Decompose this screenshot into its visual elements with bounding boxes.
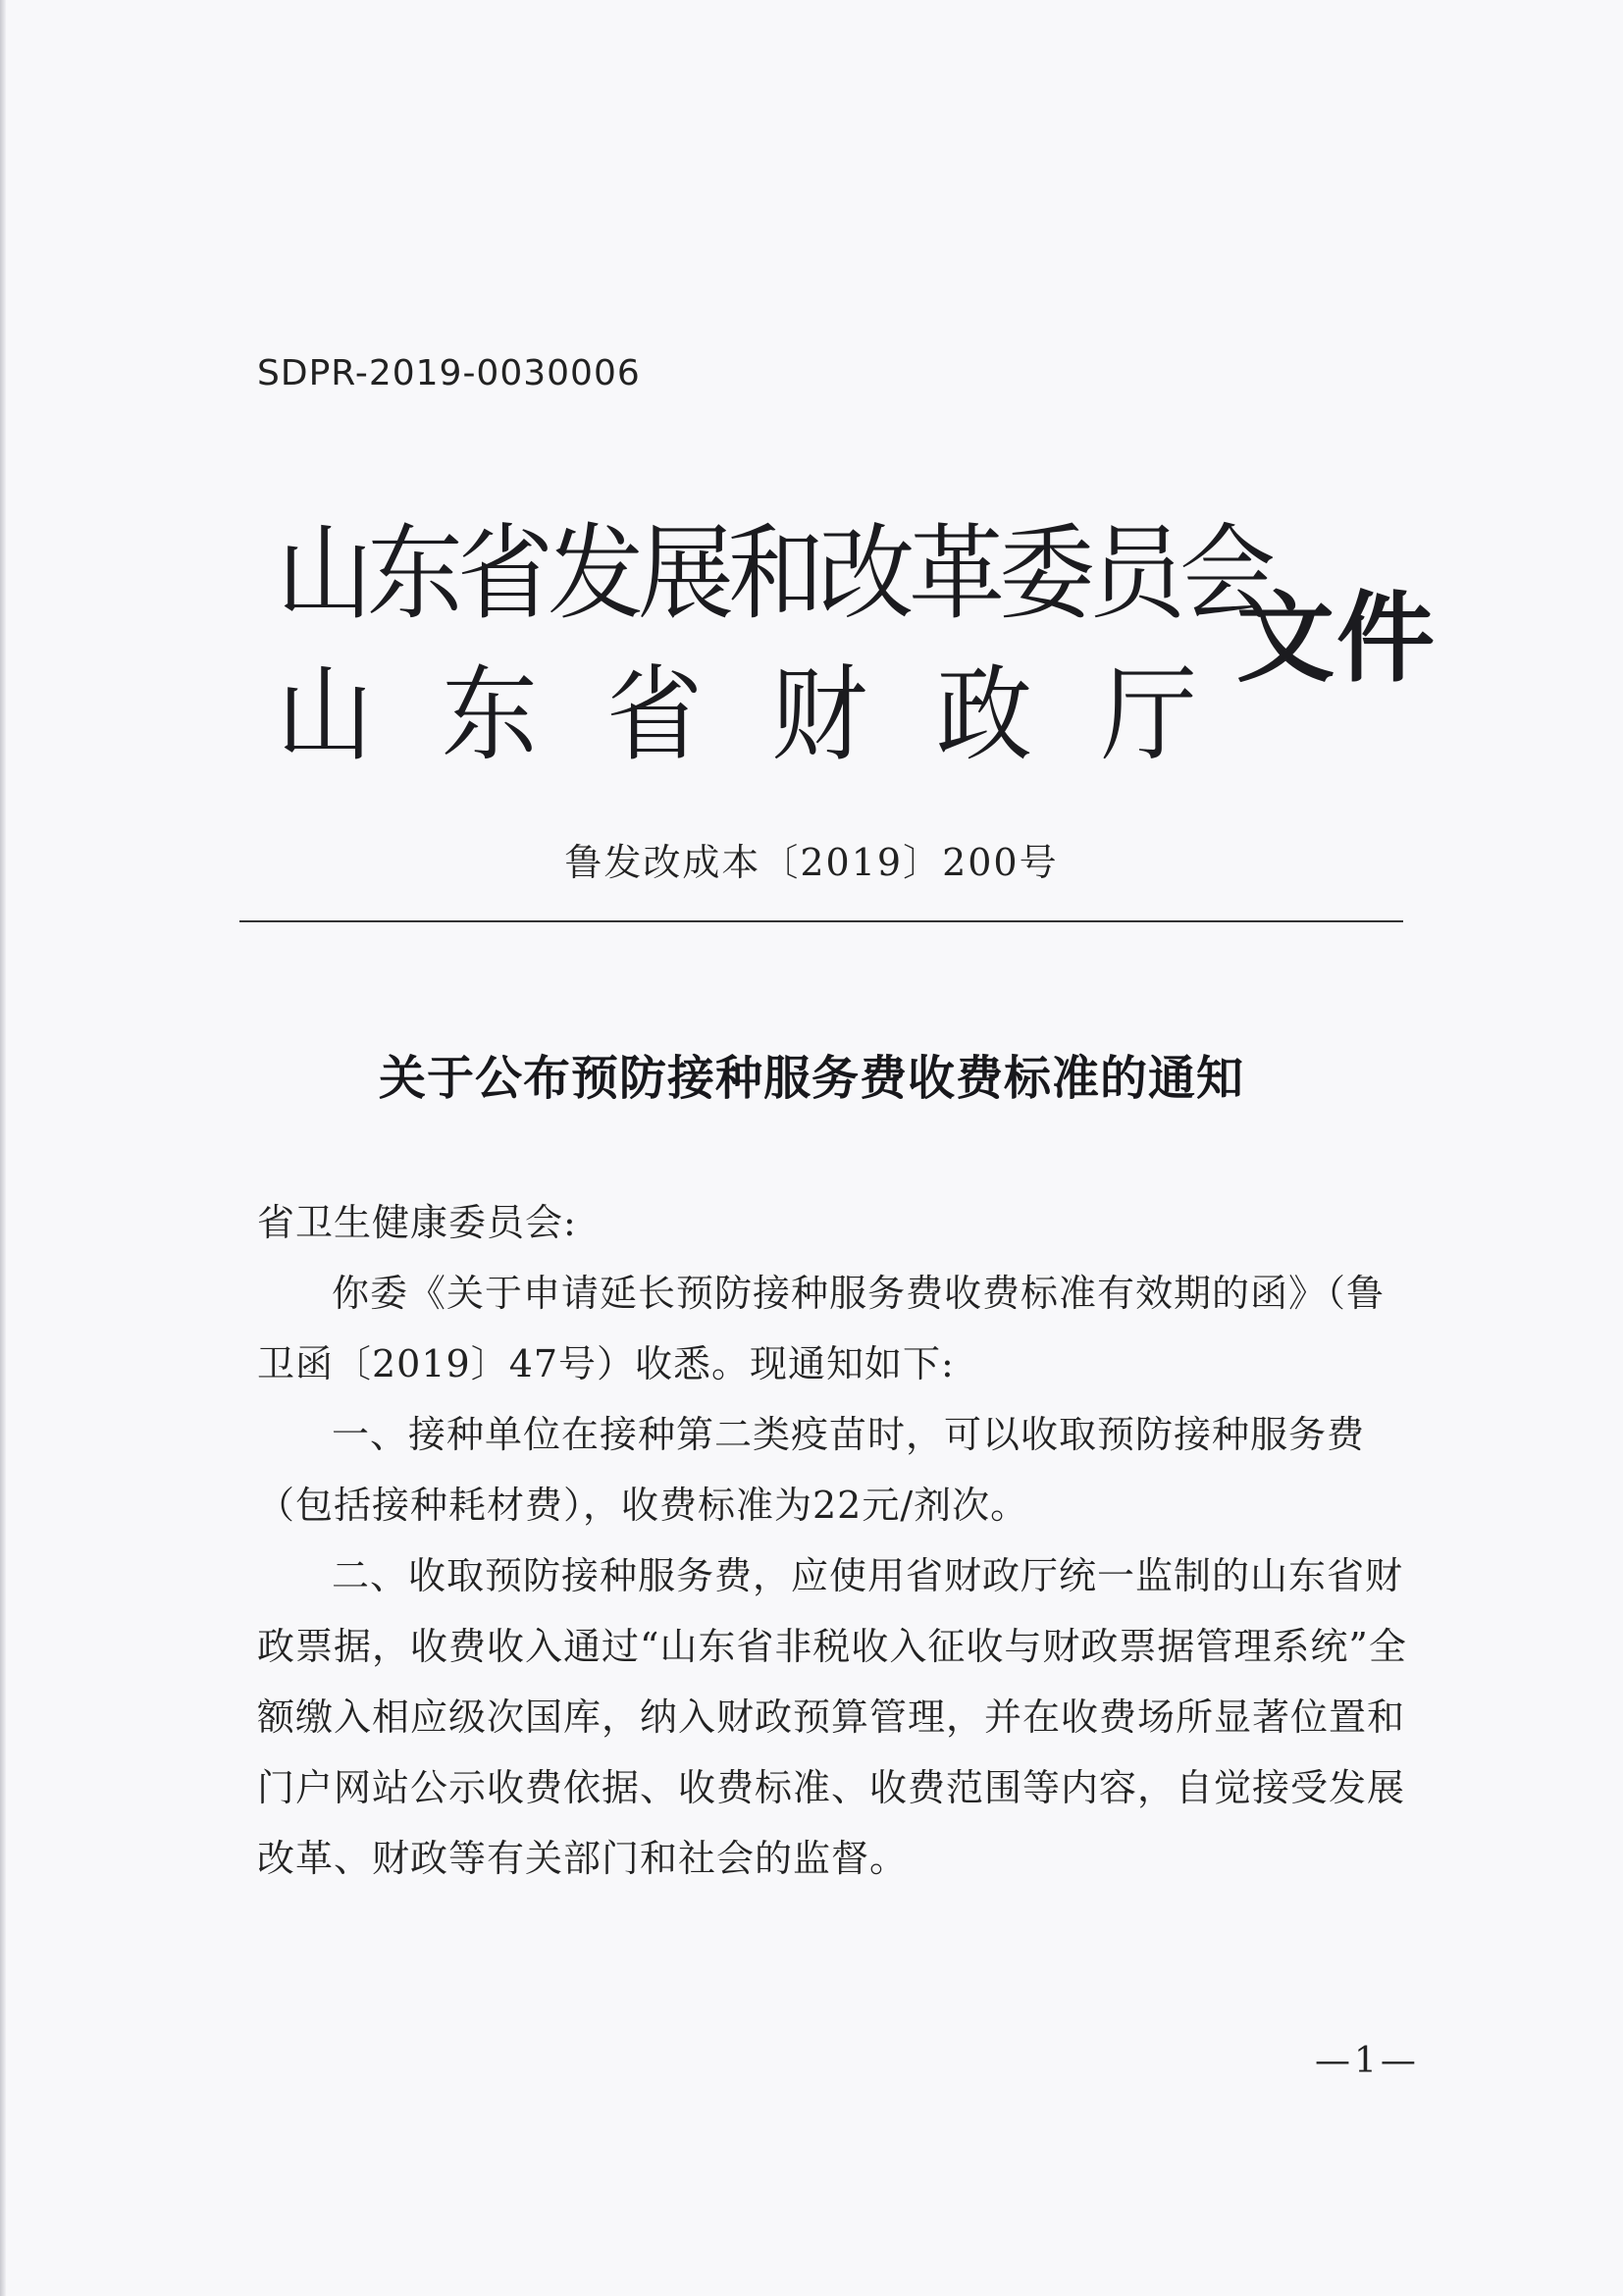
document-title: 关于公布预防接种服务费收费标准的通知 <box>378 1051 1244 1106</box>
document-body <box>257 1187 1415 1894</box>
page-number: —1— <box>1315 2041 1420 2081</box>
paragraph-2: 一、接种单位在接种第二类疫苗时，可以收取预防接种服务费（包括接种耗材费），收费标准为22元/剂次。 <box>257 1413 1366 1527</box>
issuer-ndrc: 山东省发展和改革委员会 <box>277 513 1271 635</box>
document-number: 鲁发改成本〔2019〕200号 <box>564 841 1059 884</box>
paragraph-1: 你委《关于申请延长预防接种服务费收费标准有效期的函》（鲁卫函〔2019〕47号）收悉。现通知如下: <box>257 1272 1386 1385</box>
issuer-suffix: 文件 <box>1236 581 1437 696</box>
scan-edge <box>0 0 6 2296</box>
issuer-header <box>277 471 1474 776</box>
header-divider <box>239 920 1403 922</box>
document-code: SDPR-2019-0030006 <box>257 353 641 393</box>
salutation: 省卫生健康委员会: <box>257 1201 577 1244</box>
issuer-finance: 山东省财政厅 <box>277 654 1267 776</box>
paragraph-3: 二、收取预防接种服务费，应使用省财政厅统一监制的山东省财政票据，收费收入通过“山东省非税收入征收与财政票据管理系统”全额缴入相应级次国库，纳入财政预算管理，并在收费场所显著位置和门户网站公示收费依据、收费标准、收费范围等内容，自觉接受发展改革、财政等有关部门和社会的监督。 <box>257 1554 1407 1880</box>
